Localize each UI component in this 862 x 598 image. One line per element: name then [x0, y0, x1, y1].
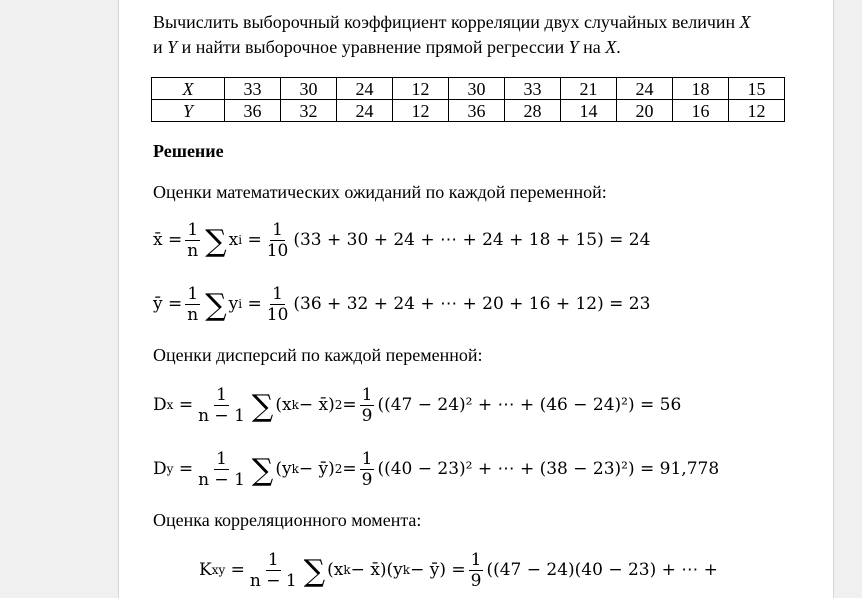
table-cell: 28: [505, 100, 561, 122]
eq-equals: =: [342, 395, 357, 415]
problem-text-3: и найти выборочное уравнение прямой регрессии: [177, 37, 569, 57]
eq-body-end: − ȳ) =: [410, 560, 466, 580]
table-row-label: X: [152, 78, 225, 100]
table-cell: 15: [729, 78, 785, 100]
eq-body: (y: [275, 459, 292, 479]
eq-term-sub: i: [238, 297, 243, 311]
table-cell: 33: [505, 78, 561, 100]
fraction: [196, 385, 247, 426]
eq-lhs: D: [153, 459, 167, 479]
var-y-2: Y: [568, 37, 579, 57]
fraction-den: 10: [266, 304, 289, 325]
eq-expr: ((47 − 24)² + ⋯ + (46 − 24)²) = 56: [377, 395, 682, 415]
fraction-num: 1: [272, 283, 283, 304]
fraction-2: [469, 550, 484, 591]
eq-lhs-sub: xy: [211, 563, 226, 577]
fraction-num: 1: [272, 219, 283, 240]
eq-body: (x: [275, 395, 292, 415]
table-cell: 36: [225, 100, 281, 122]
fraction-2: [360, 449, 375, 490]
table-cell: 16: [673, 100, 729, 122]
fraction-2: [265, 284, 291, 325]
problem-statement: [153, 10, 813, 60]
sum-symbol: ∑: [205, 288, 227, 323]
equation-dy: [153, 444, 813, 494]
table-cell: 21: [561, 78, 617, 100]
table-cell: 30: [449, 78, 505, 100]
sum-symbol: ∑: [205, 224, 227, 259]
fraction-den: n: [187, 304, 199, 325]
fraction: [196, 449, 247, 490]
eq-term-sub: i: [238, 233, 243, 247]
fraction-den: n − 1: [198, 405, 245, 426]
fraction-den: 9: [470, 570, 482, 591]
eq-lhs-sub: x: [166, 398, 174, 412]
problem-text-2: и: [153, 37, 168, 57]
fraction-num: 1: [187, 283, 199, 304]
fraction: [185, 284, 200, 325]
table-row-y: [152, 100, 785, 122]
eq-body-end: − ȳ): [298, 459, 335, 479]
eq-expr: (33 + 30 + 24 + ⋯ + 24 + 18 + 15) = 24: [293, 230, 651, 250]
eq-power: 2: [334, 462, 343, 476]
problem-text-1: Вычислить выборочный коэффициент корреляции двух случайных величин: [153, 12, 740, 32]
fraction-num: 1: [216, 448, 227, 469]
correlation-intro: Оценка корреляционного момента:: [153, 510, 422, 530]
data-table: [151, 77, 785, 122]
eq-equals: =: [342, 459, 357, 479]
document-content: [153, 10, 813, 595]
var-y: Y: [167, 37, 178, 57]
fraction-den: 9: [361, 405, 373, 426]
var-x: X: [739, 12, 751, 32]
fraction-den: n − 1: [249, 570, 297, 591]
eq-lhs-sub: y: [166, 462, 174, 476]
dispersion-intro: Оценки дисперсий по каждой переменной:: [153, 345, 483, 365]
fraction-2: [360, 385, 375, 426]
eq-lhs: ȳ =: [153, 294, 183, 314]
eq-body-mid: − x̄)(y: [350, 560, 403, 580]
eq-body-sub: k: [291, 462, 299, 476]
eq-lhs: K: [199, 560, 212, 580]
var-x-2: X: [605, 37, 617, 57]
eq-power: 2: [334, 398, 343, 412]
eq-body-sub-2: k: [402, 563, 411, 577]
equation-dx: [153, 380, 813, 430]
eq-equals: =: [242, 230, 262, 250]
problem-text-4: на: [578, 37, 606, 57]
table-cell: 20: [617, 100, 673, 122]
table-cell: 12: [729, 100, 785, 122]
eq-body-end: − x̄): [298, 395, 335, 415]
table-cell: 24: [337, 100, 393, 122]
fraction-num: 1: [361, 384, 373, 405]
eq-body: (x: [327, 560, 344, 580]
table-cell: 32: [281, 100, 337, 122]
fraction-num: 1: [267, 549, 279, 570]
table-cell: 24: [617, 78, 673, 100]
eq-expr: ((47 − 24)(40 − 23) + ⋯ +: [486, 560, 718, 580]
eq-body-sub: k: [291, 398, 299, 412]
eq-lhs-equals: =: [225, 560, 245, 580]
table-cell: 14: [561, 100, 617, 122]
equation-x-mean: [153, 215, 813, 265]
table-cell: 12: [393, 78, 449, 100]
means-intro: Оценки математических ожиданий по каждой переменной:: [153, 182, 607, 202]
eq-lhs: x̄ =: [153, 230, 183, 250]
eq-lhs: D: [153, 395, 167, 415]
eq-lhs-equals: =: [173, 459, 194, 479]
table-cell: 18: [673, 78, 729, 100]
eq-equals: =: [242, 294, 262, 314]
fraction: [248, 550, 299, 591]
sum-symbol: ∑: [251, 389, 274, 424]
fraction-den: 10: [266, 240, 289, 261]
document-page: [118, 0, 834, 598]
problem-text-5: .: [616, 37, 621, 57]
fraction-num: 1: [187, 219, 199, 240]
fraction-den: n − 1: [198, 469, 245, 490]
fraction-2: [265, 220, 291, 261]
table-cell: 30: [281, 78, 337, 100]
fraction-den: 9: [361, 469, 373, 490]
fraction: [185, 220, 200, 261]
fraction-den: n: [187, 240, 199, 261]
eq-expr: ((40 − 23)² + ⋯ + (38 − 23)²) = 91,778: [377, 459, 720, 479]
table-cell: 36: [449, 100, 505, 122]
fraction-num: 1: [216, 384, 227, 405]
eq-expr: (36 + 32 + 24 + ⋯ + 20 + 16 + 12) = 23: [293, 294, 651, 314]
table-row-label: Y: [152, 100, 225, 122]
eq-body-sub: k: [343, 563, 351, 577]
eq-term: x: [228, 230, 239, 250]
sum-symbol: ∑: [303, 554, 326, 589]
table-row-x: [152, 78, 785, 100]
sum-symbol: ∑: [251, 453, 274, 488]
table-cell: 12: [393, 100, 449, 122]
equation-kxy: [153, 545, 813, 595]
equation-y-mean: [153, 279, 813, 329]
table-cell: 24: [337, 78, 393, 100]
fraction-num: 1: [470, 549, 482, 570]
eq-term: y: [228, 294, 239, 314]
table-cell: 33: [225, 78, 281, 100]
solution-heading: Решение: [153, 141, 224, 161]
fraction-num: 1: [361, 448, 373, 469]
eq-lhs-equals: =: [173, 395, 194, 415]
